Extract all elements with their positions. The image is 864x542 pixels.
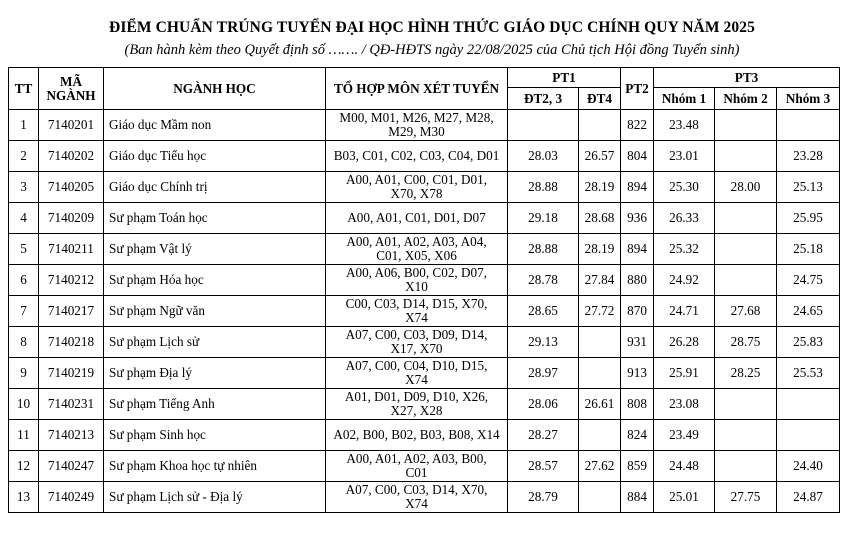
cell-pt1-dt23	[508, 110, 579, 141]
cell-pt3-nhom3: 24.65	[777, 296, 840, 327]
cell-pt1-dt23: 28.27	[508, 420, 579, 451]
cell-pt2: 808	[621, 389, 654, 420]
cell-pt3-nhom1: 23.48	[654, 110, 715, 141]
cell-nganh-hoc: Sư phạm Tiếng Anh	[104, 389, 326, 420]
table-row	[9, 141, 840, 172]
cell-pt3-nhom1: 26.28	[654, 327, 715, 358]
cell-pt1-dt23: 28.06	[508, 389, 579, 420]
cell-ma-nganh: 7140205	[39, 172, 104, 203]
cell-ma-nganh: 7140231	[39, 389, 104, 420]
table-row	[9, 358, 840, 389]
cell-tt: 4	[9, 203, 39, 234]
cell-ma-nganh: 7140247	[39, 451, 104, 482]
cell-pt2: 894	[621, 172, 654, 203]
header-pt3-nhom1: Nhóm 1	[654, 88, 715, 110]
cell-pt3-nhom2	[715, 420, 777, 451]
cell-ma-nganh: 7140213	[39, 420, 104, 451]
cell-pt3-nhom1: 24.92	[654, 265, 715, 296]
cell-pt2: 859	[621, 451, 654, 482]
cell-pt3-nhom2: 28.75	[715, 327, 777, 358]
table-row	[9, 482, 840, 513]
cell-pt1-dt23: 28.57	[508, 451, 579, 482]
to-hop-line1: A07, C00, C03, D14, X70,	[345, 482, 488, 497]
cell-tt: 1	[9, 110, 39, 141]
cell-pt2: 880	[621, 265, 654, 296]
cell-pt2: 870	[621, 296, 654, 327]
to-hop-line1: A00, A01, A02, A03, B00,	[346, 451, 487, 466]
cell-nganh-hoc: Sư phạm Vật lý	[104, 234, 326, 265]
cell-to-hop	[326, 203, 508, 234]
cell-pt1-dt4: 26.61	[579, 389, 621, 420]
cell-tt: 2	[9, 141, 39, 172]
table-row	[9, 389, 840, 420]
header-nganh-hoc: NGÀNH HỌC	[104, 68, 326, 110]
to-hop-line2: X74	[405, 372, 428, 387]
cell-pt2: 884	[621, 482, 654, 513]
to-hop-line2: M29, M30	[388, 124, 445, 139]
cell-pt1-dt23: 28.97	[508, 358, 579, 389]
cell-pt1-dt4	[579, 482, 621, 513]
document-subtitle: (Ban hành kèm theo Quyết định số ……. / QĐ-HĐTS ngày 22/08/2025 của Chủ tịch Hội đồng Tuyển sinh)	[124, 42, 740, 58]
table-row	[9, 110, 840, 141]
cell-tt: 8	[9, 327, 39, 358]
to-hop-line2: X74	[405, 496, 428, 511]
cell-pt2: 894	[621, 234, 654, 265]
cell-pt3-nhom3: 25.83	[777, 327, 840, 358]
to-hop-line1: M00, M01, M26, M27, M28,	[339, 110, 494, 125]
cell-to-hop	[326, 327, 508, 358]
cell-pt3-nhom3: 24.40	[777, 451, 840, 482]
cell-nganh-hoc: Giáo dục Chính trị	[104, 172, 326, 203]
cell-pt1-dt4	[579, 358, 621, 389]
cell-pt1-dt4	[579, 327, 621, 358]
cell-pt1-dt4: 28.19	[579, 234, 621, 265]
cell-pt3-nhom1: 25.91	[654, 358, 715, 389]
cell-nganh-hoc: Sư phạm Địa lý	[104, 358, 326, 389]
to-hop-line1: A00, A01, A02, A03, A04,	[346, 234, 487, 249]
cell-to-hop	[326, 451, 508, 482]
cell-ma-nganh: 7140249	[39, 482, 104, 513]
to-hop-line2: C01	[405, 465, 428, 480]
cell-to-hop	[326, 172, 508, 203]
cell-to-hop	[326, 482, 508, 513]
header-pt3-nhom3: Nhóm 3	[777, 88, 840, 110]
cell-to-hop	[326, 420, 508, 451]
to-hop-line2: X27, X28	[390, 403, 443, 418]
cell-ma-nganh: 7140217	[39, 296, 104, 327]
to-hop-line1: C00, C03, D14, D15, X70,	[345, 296, 488, 311]
cell-pt3-nhom3: 24.75	[777, 265, 840, 296]
cell-pt3-nhom2	[715, 110, 777, 141]
cell-pt1-dt23: 28.88	[508, 172, 579, 203]
cell-pt1-dt4: 27.84	[579, 265, 621, 296]
cell-ma-nganh: 7140212	[39, 265, 104, 296]
cell-pt3-nhom2: 28.00	[715, 172, 777, 203]
cell-pt3-nhom2	[715, 451, 777, 482]
cell-pt1-dt23: 29.13	[508, 327, 579, 358]
to-hop-line2: X74	[405, 310, 428, 325]
cell-pt3-nhom1: 25.01	[654, 482, 715, 513]
cell-pt3-nhom2	[715, 265, 777, 296]
cell-tt: 11	[9, 420, 39, 451]
cell-pt3-nhom1: 24.48	[654, 451, 715, 482]
cell-to-hop	[326, 358, 508, 389]
table-row	[9, 296, 840, 327]
table-row	[9, 234, 840, 265]
to-hop-line1: A00, A01, C01, D01, D07	[347, 210, 486, 225]
to-hop-line1: A07, C00, C03, D09, D14,	[345, 327, 488, 342]
cell-nganh-hoc: Sư phạm Toán học	[104, 203, 326, 234]
cell-pt3-nhom3	[777, 110, 840, 141]
to-hop-line2: X70, X78	[390, 186, 443, 201]
cell-pt3-nhom2	[715, 141, 777, 172]
header-pt3-nhom2: Nhóm 2	[715, 88, 777, 110]
cell-pt1-dt4: 27.62	[579, 451, 621, 482]
cell-pt3-nhom1: 25.30	[654, 172, 715, 203]
cell-pt3-nhom3: 24.87	[777, 482, 840, 513]
cell-pt3-nhom2	[715, 203, 777, 234]
cell-nganh-hoc: Giáo dục Mầm non	[104, 110, 326, 141]
cell-pt3-nhom3: 25.13	[777, 172, 840, 203]
cell-pt3-nhom1: 26.33	[654, 203, 715, 234]
cell-pt3-nhom3: 25.53	[777, 358, 840, 389]
cell-tt: 12	[9, 451, 39, 482]
cell-nganh-hoc: Giáo dục Tiểu học	[104, 141, 326, 172]
cell-pt2: 931	[621, 327, 654, 358]
cell-pt3-nhom1: 23.08	[654, 389, 715, 420]
cell-to-hop	[326, 389, 508, 420]
cell-to-hop	[326, 296, 508, 327]
cell-pt1-dt23: 29.18	[508, 203, 579, 234]
cell-pt3-nhom3	[777, 389, 840, 420]
admission-scores-table	[8, 67, 840, 513]
to-hop-line1: A01, D01, D09, D10, X26,	[344, 389, 489, 404]
cell-pt2: 804	[621, 141, 654, 172]
cell-tt: 6	[9, 265, 39, 296]
cell-to-hop	[326, 265, 508, 296]
cell-pt1-dt4	[579, 110, 621, 141]
header-tt: TT	[9, 68, 39, 110]
cell-tt: 9	[9, 358, 39, 389]
cell-tt: 13	[9, 482, 39, 513]
cell-nganh-hoc: Sư phạm Lịch sử	[104, 327, 326, 358]
cell-pt3-nhom1: 23.01	[654, 141, 715, 172]
cell-pt3-nhom1: 23.49	[654, 420, 715, 451]
cell-pt1-dt23: 28.03	[508, 141, 579, 172]
cell-nganh-hoc: Sư phạm Hóa học	[104, 265, 326, 296]
cell-nganh-hoc: Sư phạm Khoa học tự nhiên	[104, 451, 326, 482]
to-hop-line1: A07, C00, C04, D10, D15,	[345, 358, 488, 373]
cell-pt3-nhom2	[715, 389, 777, 420]
table-row	[9, 172, 840, 203]
cell-pt2: 936	[621, 203, 654, 234]
table-row	[9, 327, 840, 358]
cell-pt1-dt23: 28.79	[508, 482, 579, 513]
cell-ma-nganh: 7140201	[39, 110, 104, 141]
header-to-hop: TỔ HỢP MÔN XÉT TUYỂN	[326, 68, 508, 110]
header-pt1-dt4: ĐT4	[579, 88, 621, 110]
to-hop-line2: X10	[405, 279, 428, 294]
header-pt3: PT3	[654, 68, 840, 88]
table-row	[9, 265, 840, 296]
cell-tt: 7	[9, 296, 39, 327]
cell-tt: 3	[9, 172, 39, 203]
header-pt1-dt23: ĐT2, 3	[508, 88, 579, 110]
cell-ma-nganh: 7140219	[39, 358, 104, 389]
cell-pt3-nhom3: 25.95	[777, 203, 840, 234]
cell-ma-nganh: 7140209	[39, 203, 104, 234]
table-row	[9, 203, 840, 234]
cell-ma-nganh: 7140211	[39, 234, 104, 265]
cell-pt3-nhom2: 27.68	[715, 296, 777, 327]
cell-pt1-dt4	[579, 420, 621, 451]
cell-pt2: 913	[621, 358, 654, 389]
cell-pt3-nhom2	[715, 234, 777, 265]
cell-to-hop	[326, 234, 508, 265]
cell-pt3-nhom3: 23.28	[777, 141, 840, 172]
cell-pt1-dt23: 28.88	[508, 234, 579, 265]
document-title: ĐIỂM CHUẨN TRÚNG TUYỂN ĐẠI HỌC HÌNH THỨC GIÁO DỤC CHÍNH QUY NĂM 2025	[109, 19, 755, 36]
cell-pt3-nhom3	[777, 420, 840, 451]
cell-pt3-nhom1: 24.71	[654, 296, 715, 327]
header-pt2: PT2	[621, 68, 654, 110]
cell-pt2: 824	[621, 420, 654, 451]
cell-pt1-dt4: 28.19	[579, 172, 621, 203]
to-hop-line1: A00, A01, C00, C01, D01,	[345, 172, 488, 187]
cell-pt3-nhom1: 25.32	[654, 234, 715, 265]
to-hop-line2: C01, X05, X06	[376, 248, 457, 263]
cell-pt1-dt23: 28.78	[508, 265, 579, 296]
cell-pt3-nhom2: 28.25	[715, 358, 777, 389]
cell-nganh-hoc: Sư phạm Lịch sử - Địa lý	[104, 482, 326, 513]
table-row	[9, 420, 840, 451]
cell-pt3-nhom2: 27.75	[715, 482, 777, 513]
cell-pt3-nhom3: 25.18	[777, 234, 840, 265]
header-pt1: PT1	[508, 68, 621, 88]
header-ma-nganh-line2: NGÀNH	[46, 87, 96, 103]
header-ma-nganh-line1: MÃ	[60, 73, 82, 89]
to-hop-line2: X17, X70	[390, 341, 443, 356]
cell-pt2: 822	[621, 110, 654, 141]
cell-to-hop	[326, 110, 508, 141]
cell-pt1-dt4: 26.57	[579, 141, 621, 172]
to-hop-line1: B03, C01, C02, C03, C04, D01	[333, 148, 500, 163]
to-hop-line1: A02, B00, B02, B03, B08, X14	[333, 427, 500, 442]
cell-nganh-hoc: Sư phạm Sinh học	[104, 420, 326, 451]
header-ma-nganh	[39, 68, 104, 110]
table-body	[9, 110, 840, 513]
cell-to-hop	[326, 141, 508, 172]
cell-pt1-dt4: 27.72	[579, 296, 621, 327]
cell-ma-nganh: 7140218	[39, 327, 104, 358]
to-hop-line1: A00, A06, B00, C02, D07,	[345, 265, 488, 280]
cell-pt1-dt23: 28.65	[508, 296, 579, 327]
cell-ma-nganh: 7140202	[39, 141, 104, 172]
cell-nganh-hoc: Sư phạm Ngữ văn	[104, 296, 326, 327]
cell-pt1-dt4: 28.68	[579, 203, 621, 234]
cell-tt: 10	[9, 389, 39, 420]
cell-tt: 5	[9, 234, 39, 265]
table-row	[9, 451, 840, 482]
